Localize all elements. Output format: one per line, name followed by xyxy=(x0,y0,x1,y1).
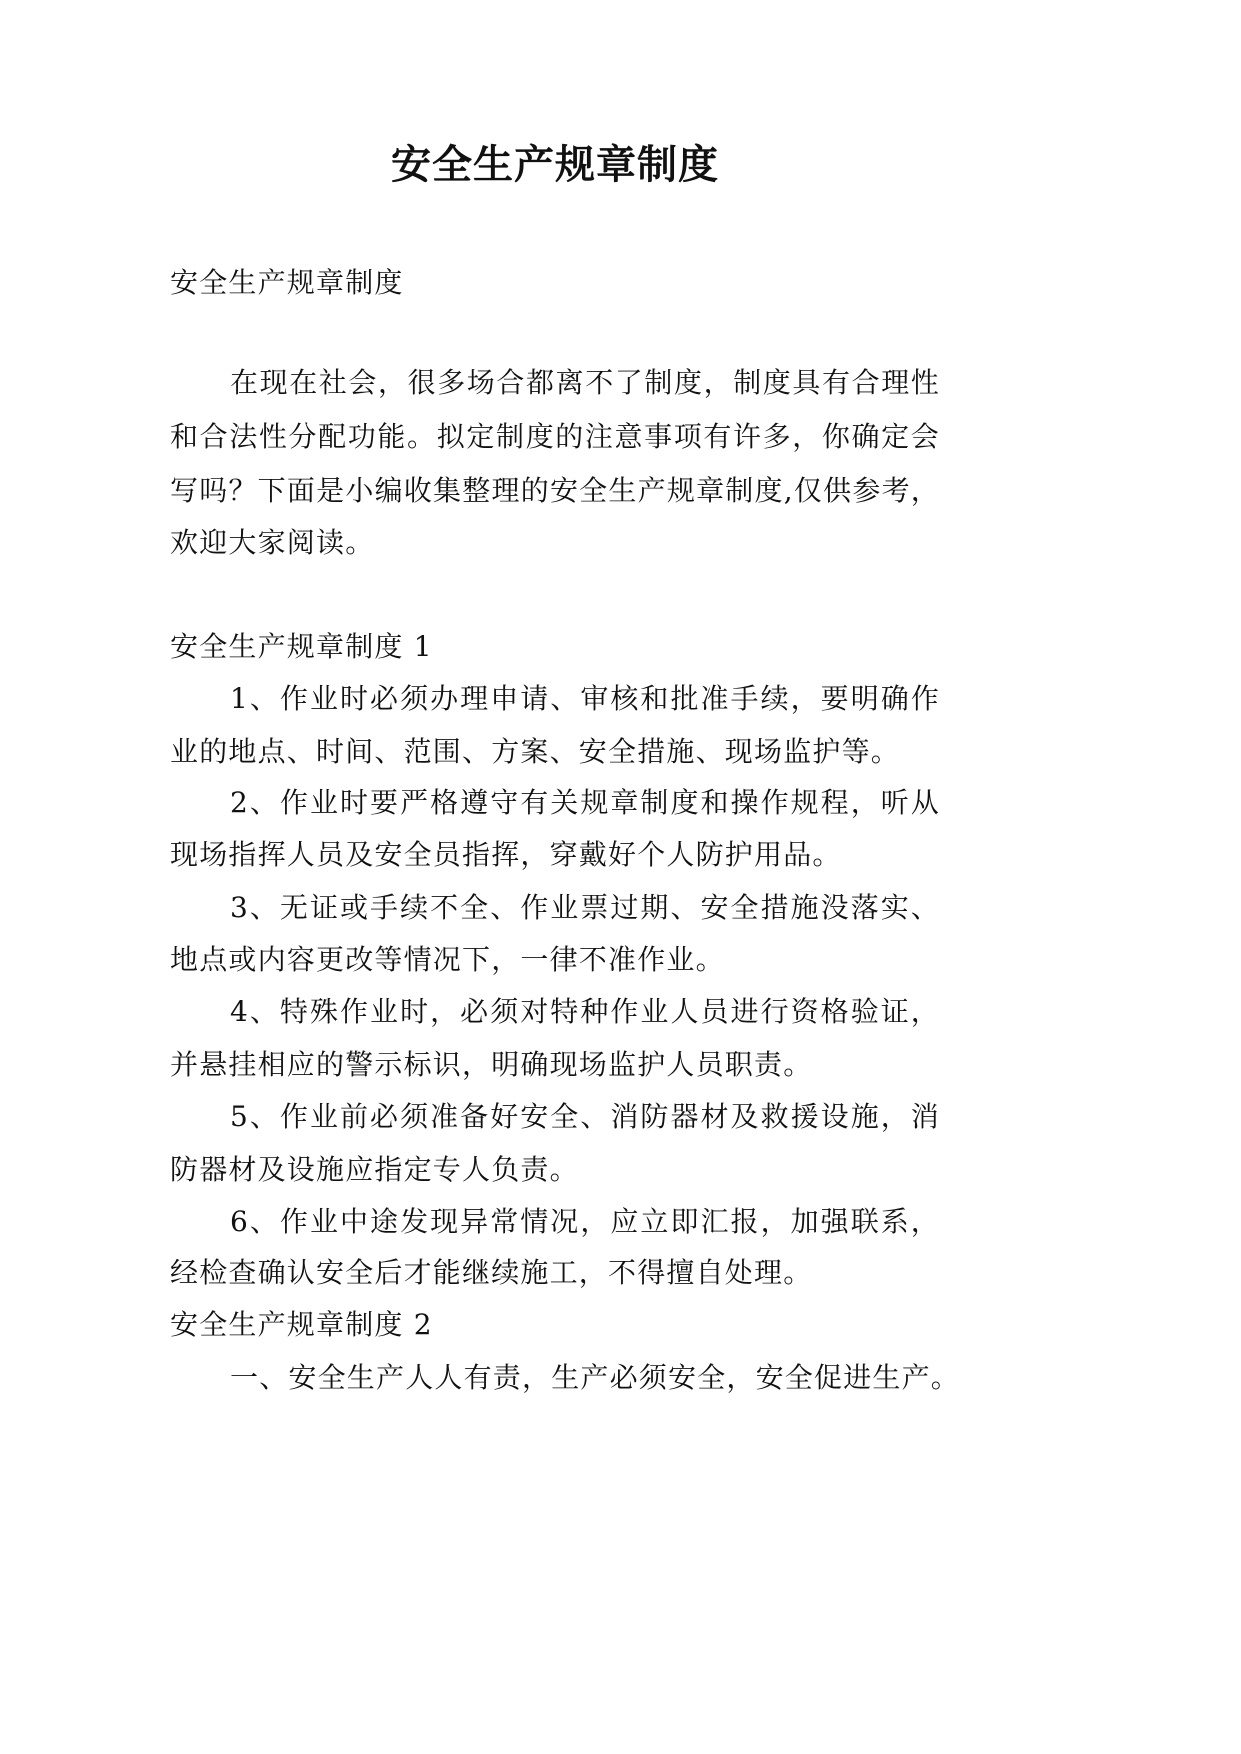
section-1-line: 4、特殊作业时，必须对特种作业人员进行资格验证， xyxy=(230,995,940,1028)
section-1-line: 经检查确认安全后才能继续施工，不得擅自处理。 xyxy=(170,1256,813,1289)
document-title: 安全生产规章制度 xyxy=(391,141,719,188)
intro-line: 欢迎大家阅读。 xyxy=(170,526,375,559)
document-heading: 安全生产规章制度 xyxy=(170,266,404,299)
section-1-line: 5、作业前必须准备好安全、消防器材及救援设施，消 xyxy=(230,1100,940,1133)
section-1-line: 6、作业中途发现异常情况，应立即汇报，加强联系， xyxy=(230,1205,940,1238)
intro-line: 和合法性分配功能。拟定制度的注意事项有许多，你确定会 xyxy=(170,420,940,453)
section-1-line: 防器材及设施应指定专人负责。 xyxy=(170,1153,579,1186)
section-1-line: 3、无证或手续不全、作业票过期、安全措施没落实、 xyxy=(230,891,940,924)
section-2-heading: 安全生产规章制度 2 xyxy=(170,1308,433,1341)
section-1-line: 2、作业时要严格遵守有关规章制度和操作规程，听从 xyxy=(230,786,940,819)
section-1-line: 业的地点、时间、范围、方案、安全措施、现场监护等。 xyxy=(170,735,901,768)
section-1-line: 现场指挥人员及安全员指挥，穿戴好个人防护用品。 xyxy=(170,838,842,871)
intro-line: 在现在社会，很多场合都离不了制度，制度具有合理性 xyxy=(230,366,940,399)
section-1-heading: 安全生产规章制度 1 xyxy=(170,630,433,663)
intro-line: 写吗？下面是小编收集整理的安全生产规章制度,仅供参考， xyxy=(170,474,940,507)
section-1-line: 并悬挂相应的警示标识，明确现场监护人员职责。 xyxy=(170,1048,813,1081)
section-2-line: 一、安全生产人人有责，生产必须安全，安全促进生产。 xyxy=(230,1361,961,1394)
section-1-line: 地点或内容更改等情况下，一律不准作业。 xyxy=(170,943,725,976)
section-1-line: 1、作业时必须办理申请、审核和批准手续，要明确作 xyxy=(230,682,940,715)
